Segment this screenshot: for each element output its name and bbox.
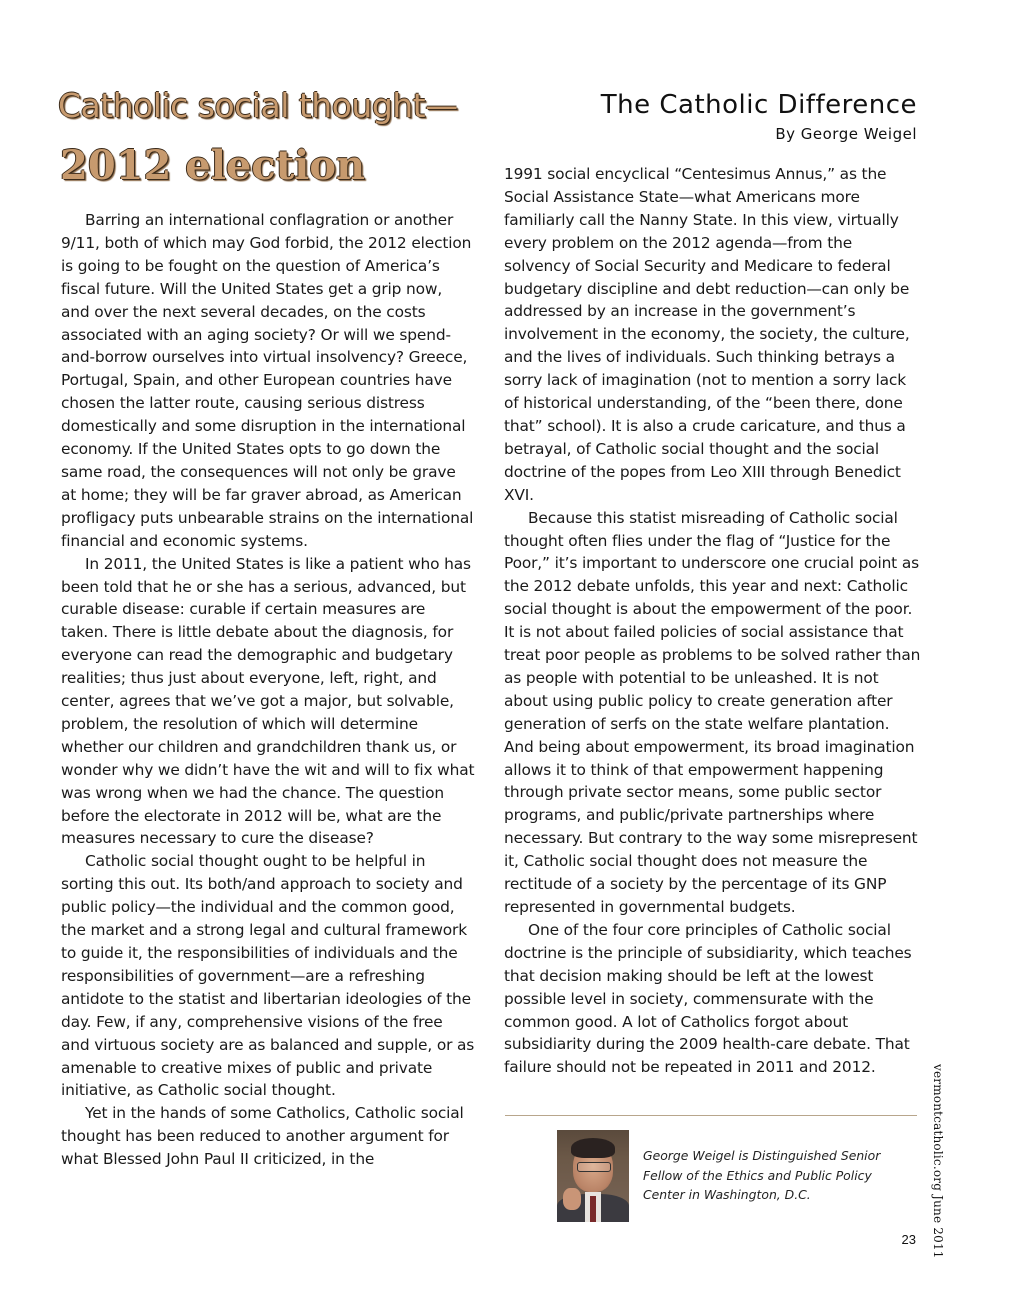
article-paragraph: 1991 social encyclical “Centesimus Annus,” as the Social Assistance State—what Americans more familiarly call the Nanny State. In this view, virtually every problem on the 2012 agenda—from the solvency of Social Security and Medicare to federal budgetary discipline and debt reduction—can only be addressed by an increase in the government’s involvement in the economy, the society, the culture, and the lives of individuals. Such thinking betrays a sorry lack of imagination (not to mention a sorry lack of historical understanding, of the “been there, done that” school). It is also a crude caricature, and thus a betrayal, of Catholic social thought and the social doctrine of the popes from Leo XIII through Benedict XVI. bbox=[504, 165, 910, 504]
article-paragraph: Yet in the hands of some Catholics, Catholic social thought has been reduced to another argument for what Blessed John Paul II criticized, in the bbox=[61, 1104, 464, 1169]
headline-line-1: Catholic social thought— bbox=[58, 86, 458, 125]
page-number: 23 bbox=[901, 1232, 916, 1247]
column-title: The Catholic Difference bbox=[600, 90, 917, 120]
author-bio-line: Fellow of the Ethics and Public Policy bbox=[643, 1167, 872, 1183]
byline: By George Weigel bbox=[775, 125, 917, 143]
article-column-right bbox=[504, 163, 922, 1079]
author-bio-line: Center in Washington, D.C. bbox=[643, 1187, 811, 1202]
article-paragraph: Catholic social thought ought to be helpful in sorting this out. Its both/and approach to society and public policy—the individual and the common good, the market and a strong legal and cultural framework to guide it, the responsibilities of individuals and the responsibilities of government—are a refreshing antidote to the statist and libertarian ideologies of the day. Few, if any, comprehensive visions of the free and virtuous society are as balanced and supple, or as amenable to creative mixes of public and private initiative, as Catholic social thought. bbox=[61, 852, 475, 1100]
author-bio bbox=[643, 1146, 883, 1205]
article-paragraph: In 2011, the United States is like a patient who has been told that he or she has a serious, advanced, but curable disease: curable if certain measures are taken. There is little debate about the diagnosis, for everyone can read the demographic and budgetary realities; thus just about everyone, left, right, and center, agrees that we’ve got a major, but solvable, problem, the resolution of which will determine whether our children and grandchildren thank us, or wonder why we didn’t have the wit and will to fix what was wrong when we had the chance. The question before the electorate in 2012 will be, what are the measures necessary to cure the disease? bbox=[61, 554, 475, 848]
author-bio-line: George Weigel is Distinguished Senior bbox=[643, 1148, 881, 1163]
bio-divider bbox=[505, 1115, 917, 1116]
article-paragraph: Because this statist misreading of Catholic social thought often flies under the flag of “Justice for the Poor,” it’s important to underscore one crucial point as the 2012 debate unfolds, this year and next: Catholic social thought is about the empowerment of the poor. It is not about failed policies of social assistance that treat poor people as problems to be solved rather than as people with potential to be unleashed. It is not about using public policy to create generation after generation of serfs on the state welfare plantation. And being about empowerment, its broad imagination allows it to think of that empowerment happening through private sector means, some public sector programs, and public/private partnerships where necessary. But contrary to the way some misrepresent it, Catholic social thought does not measure the rectitude of a society by the percentage of its GNP represented in governmental budgets. bbox=[504, 508, 921, 916]
author-photo bbox=[557, 1130, 629, 1222]
article-paragraph: One of the four core principles of Catholic social doctrine is the principle of subsidiarity, which teaches that decision making should be left at the lowest possible level in society, commensurate with the common good. A lot of Catholics forgot about subsidiarity during the 2009 health-care debate. That failure should not be repeated in 2011 and 2012. bbox=[504, 920, 912, 1077]
publication-folio: vermontcatholic.org June 2011 bbox=[931, 1064, 945, 1259]
article-column-left bbox=[61, 209, 475, 1171]
article-paragraph: Barring an international conflagration or another 9/11, both of which may God forbid, the 2012 election is going to be fought on the question of America’s fiscal future. Will the United States get a grip now, and over the next several decades, on the costs associated with an aging society? Or will we spend-and-borrow ourselves into virtual insolvency? Greece, Portugal, Spain, and other European countries have chosen the latter route, causing serious distress domestically and some disruption in the international economy. If the United States opts to go down the same road, the consequences will not only be grave at home; they will be far graver abroad, as American profligacy puts unbearable strains on the international financial and economic systems. bbox=[61, 211, 474, 550]
headline-line-2: 2012 election bbox=[60, 142, 366, 189]
